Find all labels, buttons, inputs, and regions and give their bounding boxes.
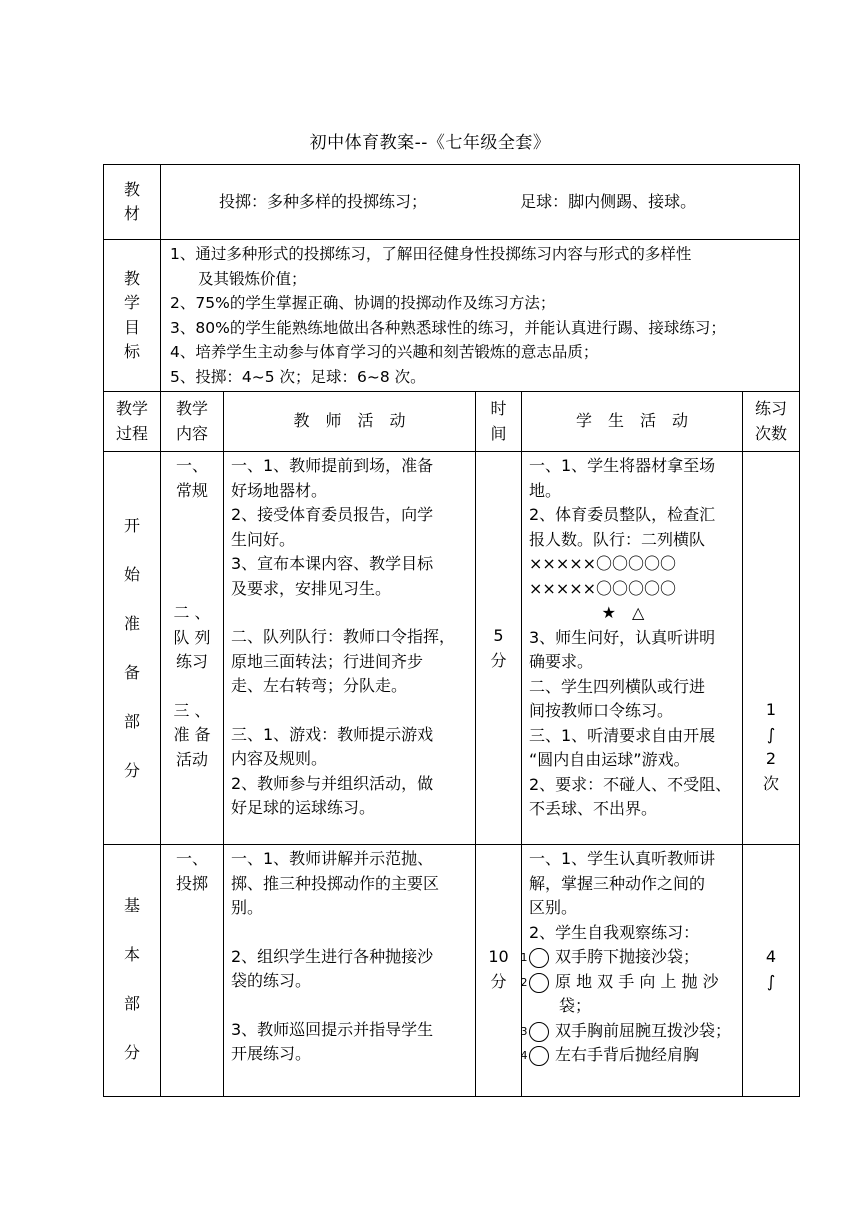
section1-reps-cell [743, 452, 800, 845]
goals-label-char: 标 [123, 342, 140, 361]
content-text: 练习 [175, 652, 208, 671]
teacher-line: 3、宣布本课内容、教学目标 [231, 554, 434, 573]
header-text: 内容 [175, 423, 208, 443]
section2-time-cell [476, 845, 522, 1097]
goal-line: 1、通过多种形式的投掷练习，了解田径健身性投掷练习内容与形式的多样性 [170, 245, 692, 263]
teacher-line: 二、队列队行：教师口令指挥， [231, 627, 456, 646]
phase-char: 准 [123, 614, 140, 633]
item-number-badge: 4 [529, 1046, 549, 1066]
header-reps [743, 392, 800, 452]
formation-row: ×××××〇〇〇〇〇 [529, 578, 677, 598]
section2-content-cell [161, 845, 224, 1097]
section1-student-cell [522, 452, 743, 845]
teacher-line: 好场地器材。 [231, 480, 328, 500]
teacher-line: 别。 [231, 898, 264, 917]
reps-text: ∫ [766, 971, 776, 991]
teacher-line: 2、接受体育委员报告，向学 [231, 505, 434, 524]
header-text: 过程 [115, 423, 148, 443]
student-line: 间按教师口令练习。 [529, 701, 674, 720]
section1-teacher-cell [224, 452, 476, 845]
student-line: 三、1、听清要求自由开展 [529, 725, 716, 745]
time-value: 5 [493, 626, 504, 645]
reps-text: 次 [763, 773, 780, 793]
goal-line: 3、80%的学生能熟练地做出各种熟悉球性的练习，并能认真进行踢、接球练习； [170, 318, 726, 337]
goals-row [104, 240, 800, 392]
teacher-line: 一、1、教师讲解并示范抛、 [231, 849, 434, 868]
phase-start-cell [104, 452, 161, 845]
exercise-text: 原 地 双 手 向 上 抛 沙 袋； [555, 971, 719, 1015]
section1-content-cell [161, 452, 224, 845]
materials-item-1: 投掷：多种多样的投掷练习； [219, 191, 428, 211]
student-line: 确要求。 [529, 652, 594, 671]
student-line: “圆内自由运球”游戏。 [529, 750, 690, 769]
phase-char: 部 [123, 994, 140, 1013]
exercise-text: 左右手背后抛经肩胸 [555, 1045, 700, 1064]
section1-time-cell [476, 452, 522, 845]
section-start-row [104, 452, 800, 845]
phase-char: 备 [123, 663, 140, 682]
content-text: 常规 [175, 480, 208, 500]
reps-text: 4 [765, 947, 777, 966]
formation-teacher-marks: ★ △ [601, 603, 645, 622]
teacher-line: 原地三面转法；行进间齐步 [231, 651, 424, 671]
teacher-line: 一、1、教师提前到场，准备 [231, 456, 434, 475]
phase-char: 本 [123, 945, 140, 964]
student-line: 一、1、学生将器材拿至场 [529, 456, 716, 475]
exercise-item [520, 1043, 735, 1068]
time-unit: 分 [490, 650, 507, 670]
header-text: 次数 [755, 423, 788, 443]
header-row [104, 392, 800, 452]
teacher-line: 生问好。 [231, 529, 296, 549]
teacher-line: 好足球的运球练习。 [231, 798, 376, 817]
phase-char: 分 [123, 1043, 140, 1062]
content-text: 队 列 [173, 627, 211, 647]
goals-label-char: 教 [123, 268, 140, 288]
materials-label-char: 教 [123, 179, 140, 199]
goals-label-char: 学 [123, 293, 140, 312]
reps-text: ∫ [766, 724, 776, 744]
time-value: 10 [488, 947, 509, 966]
phase-basic-cell [104, 845, 161, 1097]
item-number-badge: 1 [529, 948, 549, 968]
student-line: 2、要求：不碰人、不受阻、 [529, 774, 732, 794]
content-text: 二 、 [173, 603, 211, 622]
header-text: 时 [490, 399, 507, 418]
teacher-line: 2、教师参与并组织活动，做 [231, 773, 434, 793]
exercise-item [520, 945, 735, 970]
item-number-badge: 3 [529, 1022, 549, 1042]
student-line: 2、学生自我观察练习： [529, 922, 700, 942]
section2-student-cell [522, 845, 743, 1097]
phase-char: 分 [123, 761, 140, 780]
student-line: 地。 [529, 480, 562, 500]
section2-teacher-cell [224, 845, 476, 1097]
goals-label-char: 目 [123, 317, 140, 337]
goals-content-cell [161, 240, 800, 392]
goal-line: 5、投掷：4~5 次；足球：6~8 次。 [170, 367, 426, 386]
content-text: 一、 [175, 456, 208, 475]
materials-label-char: 材 [123, 204, 140, 223]
header-student: 学 生 活 动 [522, 392, 743, 452]
lesson-plan-table [103, 164, 800, 1097]
exercise-text: 双手胯下抛接沙袋； [555, 947, 700, 966]
section2-reps-cell [743, 845, 800, 1097]
teacher-line: 掷、推三种投掷动作的主要区 [231, 873, 440, 893]
exercise-item [520, 970, 735, 1019]
teacher-line: 袋的练习。 [231, 971, 312, 990]
teacher-line: 及要求，安排见习生。 [231, 578, 392, 598]
goal-line: 及其锻炼价值； [198, 269, 307, 288]
student-line: 二、学生四列横队或行进 [529, 676, 706, 696]
item-number-badge: 2 [529, 973, 549, 993]
student-line: 解，掌握三种动作之间的 [529, 873, 706, 893]
teacher-line: 三、1、游戏：教师提示游戏 [231, 724, 434, 744]
exercise-text: 双手胸前屈腕互拨沙袋； [555, 1020, 732, 1040]
student-line: 不丢球、不出界。 [529, 799, 658, 818]
content-text: 投掷 [175, 873, 208, 893]
phase-char: 始 [123, 565, 140, 584]
teacher-line: 内容及规则。 [231, 749, 328, 768]
materials-content-cell [161, 165, 800, 240]
phase-char: 基 [123, 896, 140, 915]
teacher-line: 3、教师巡回提示并指导学生 [231, 1019, 434, 1039]
header-text: 练习 [755, 399, 788, 418]
page-title: 初中体育教案--《七年级全套》 [309, 133, 551, 153]
phase-char: 部 [123, 712, 140, 731]
materials-item-2: 足球：脚内侧踢、接球。 [520, 191, 697, 211]
goal-line: 2、75%的学生掌握正确、协调的投掷动作及练习方法； [170, 294, 556, 312]
content-text: 准 备 [173, 725, 211, 744]
header-text: 教学 [175, 399, 208, 418]
teacher-line: 2、组织学生进行各种抛接沙 [231, 946, 434, 966]
time-unit: 分 [490, 971, 507, 991]
goals-label-cell [104, 240, 161, 392]
teacher-line: 开展练习。 [231, 1044, 312, 1063]
formation-row: ×××××〇〇〇〇〇 [529, 554, 677, 573]
header-content [161, 392, 224, 452]
goal-line: 4、培养学生主动参与体育学习的兴趣和刻苦锻炼的意志品质； [170, 343, 599, 361]
reps-text: 2 [765, 749, 777, 768]
header-time [476, 392, 522, 452]
student-line: 一、1、学生认真听教师讲 [529, 849, 716, 868]
header-text: 间 [490, 423, 507, 443]
materials-row [104, 165, 800, 240]
student-line: 区别。 [529, 898, 578, 917]
phase-char: 开 [123, 516, 140, 535]
content-text: 活动 [175, 749, 208, 769]
header-text: 教学 [115, 399, 148, 418]
student-line: 3、师生问好，认真听讲明 [529, 627, 716, 647]
header-process [104, 392, 161, 452]
student-line: 报人数。队行：二列横队 [529, 529, 706, 549]
teacher-line: 走、左右转弯；分队走。 [231, 676, 408, 695]
reps-text: 1 [765, 700, 777, 719]
section-basic-row [104, 845, 800, 1097]
content-text: 一、 [175, 849, 208, 868]
header-teacher: 教 师 活 动 [224, 392, 476, 452]
materials-label-cell [104, 165, 161, 240]
content-text: 三 、 [173, 700, 211, 720]
exercise-item [520, 1019, 735, 1044]
student-line: 2、体育委员整队，检查汇 [529, 505, 716, 524]
